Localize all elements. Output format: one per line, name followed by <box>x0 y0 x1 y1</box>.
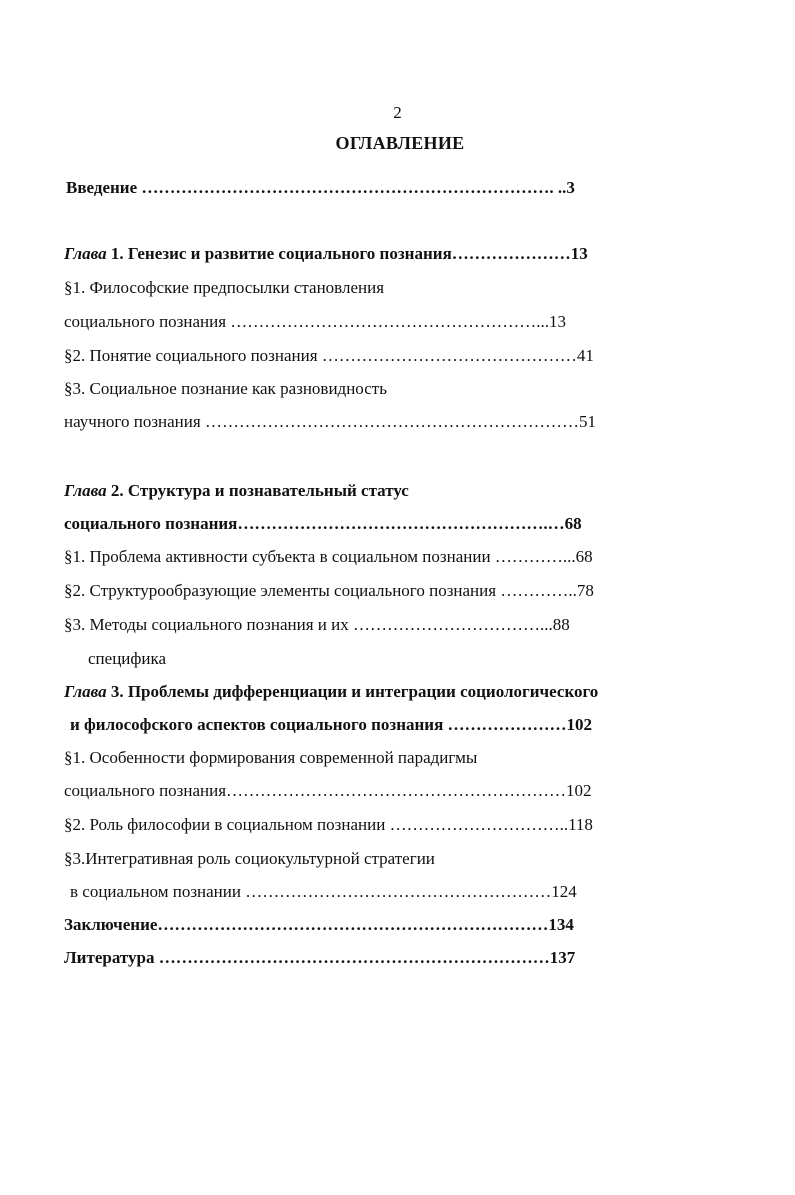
toc-section-2-2: §2. Структурообразующие элементы социального познания …………..78 <box>64 581 594 600</box>
toc-section-1-2: §2. Понятие социального познания ………………………………………41 <box>64 346 594 365</box>
toc-section-1-1-cont: социального познания ………………………………………………...13 <box>64 312 567 331</box>
toc-entry-conclusion: Заключение……………………………………………………………134 <box>64 915 574 934</box>
toc-entry-introduction: Введение ………………………………………………………………. ..3 <box>66 178 575 197</box>
page-ref: 13 <box>570 244 588 263</box>
leader-dots: ………………………………………………………………. .. <box>141 178 567 197</box>
toc-chapter-2-cont: социального познания……………………………………………….…68 <box>64 514 582 533</box>
toc-section-2-3: §3. Методы социального познания и их ……………………………...88 <box>64 615 570 634</box>
toc-section-1-3: §3. Социальное познание как разновидность <box>64 379 387 398</box>
page-number: 2 <box>393 103 402 122</box>
leader-dots: ………………… <box>447 715 567 734</box>
page-ref: 51 <box>578 412 596 431</box>
chapter-label: Глава <box>64 682 107 701</box>
page-ref: 134 <box>548 915 574 934</box>
page-ref: 118 <box>568 815 593 834</box>
page-ref: 137 <box>549 948 576 967</box>
leader-dots: ………………… <box>451 244 571 263</box>
page-ref: 3 <box>566 178 575 197</box>
leader-dots: ………………………….. <box>389 815 569 834</box>
toc-section-1-3-cont: научного познания …………………………………………………………51 <box>64 412 596 431</box>
toc-section-3-3: §3.Интегративная роль социокультурной стратегии <box>64 849 435 868</box>
leader-dots: ……………………………... <box>352 615 553 634</box>
leader-dots: …………………………………………………………… <box>157 915 549 934</box>
page-ref: 88 <box>552 615 570 634</box>
toc-section-3-3-cont: в социальном познании ………………………………………………124 <box>70 882 577 901</box>
toc-entry-bibliography: Литература ……………………………………………………………137 <box>64 948 576 967</box>
chapter-label: Глава <box>64 481 107 500</box>
toc-chapter-3-cont: и философского аспектов социального познания …………………102 <box>70 715 593 734</box>
toc-section-3-1-cont: социального познания……………………………………………………102 <box>64 781 592 800</box>
toc-chapter-2: Глава 2. Структура и познавательный статус <box>64 481 409 500</box>
page-ref: 102 <box>566 781 592 800</box>
toc-chapter-3: Глава 3. Проблемы дифференциации и интеграции социологического <box>64 682 599 701</box>
leader-dots: ……………………………………………… <box>245 882 552 901</box>
toc-section-2-3-cont: специфика <box>88 649 167 668</box>
page-ref: 102 <box>566 715 593 734</box>
page-ref: 68 <box>575 547 593 566</box>
toc-chapter-1: Глава 1. Генезис и развитие социального познания…………………13 <box>64 244 588 263</box>
chapter-label: Глава <box>64 244 107 263</box>
page-ref: 41 <box>576 346 594 365</box>
toc-section-2-1: §1. Проблема активности субъекта в социальном познании …………...68 <box>64 547 593 566</box>
leader-dots: …………………………………………………… <box>226 781 567 800</box>
leader-dots: ………………………………………………………… <box>204 412 579 431</box>
page-ref: 78 <box>576 581 594 600</box>
toc-section-3-1: §1. Особенности формирования современной парадигмы <box>64 748 478 767</box>
page-title: ОГЛАВЛЕНИЕ <box>335 133 465 153</box>
leader-dots: …………... <box>494 547 576 566</box>
leader-dots: ……………………………………………….… <box>237 514 565 533</box>
leader-dots: ………………………………………………... <box>230 312 550 331</box>
toc-section-1-1: §1. Философские предпосылки становления <box>64 278 385 297</box>
page-ref: 13 <box>549 312 567 331</box>
page-ref: 124 <box>551 882 577 901</box>
toc-section-3-2: §2. Роль философии в социальном познании …………………………..118 <box>64 815 593 834</box>
leader-dots: ……………………………………… <box>321 346 577 365</box>
leader-dots: ………….. <box>500 581 577 600</box>
leader-dots: …………………………………………………………… <box>158 948 550 967</box>
page-ref: 68 <box>564 514 582 533</box>
